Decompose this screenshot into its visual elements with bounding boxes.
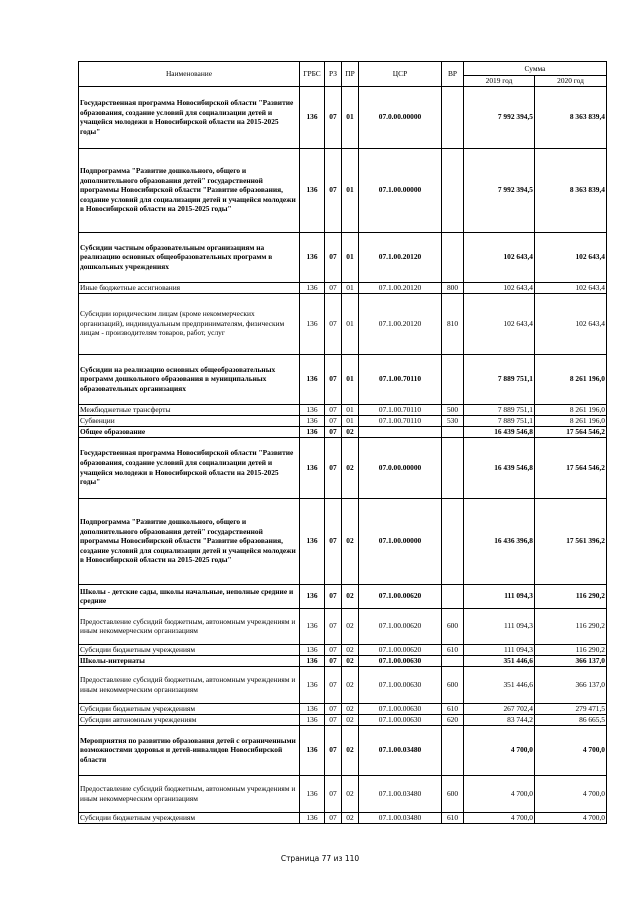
amount-2020-cell: 102 643,4 — [535, 282, 607, 293]
grbs-cell: 136 — [300, 232, 325, 282]
amount-2020-cell: 8 363 839,4 — [535, 86, 607, 148]
grbs-cell: 136 — [300, 404, 325, 415]
table-row — [79, 404, 607, 415]
amount-2020-cell: 8 363 839,4 — [535, 148, 607, 232]
csr-cell: 07.1.00.00630 — [359, 703, 442, 714]
table-row — [79, 725, 607, 775]
amount-2020-cell: 8 261 196,0 — [535, 354, 607, 404]
rz-cell: 07 — [325, 415, 342, 426]
vr-cell: 600 — [442, 608, 464, 644]
csr-cell: 07.1.00.00630 — [359, 666, 442, 703]
amount-2020-cell: 116 290,2 — [535, 644, 607, 655]
row-name-cell: Мероприятия по развитию образования детей с ограниченными возможностями здоровья и детей-инвалидов Новосибирской области — [79, 725, 300, 775]
grbs-cell: 136 — [300, 644, 325, 655]
table-row — [79, 426, 607, 437]
rz-cell: 07 — [325, 148, 342, 232]
csr-cell: 07.1.00.03480 — [359, 812, 442, 823]
amount-2020-cell: 116 290,2 — [535, 608, 607, 644]
vr-cell: 610 — [442, 812, 464, 823]
row-name-cell: Подпрограмма "Развитие дошкольного, общего и дополнительного образования детей" государственной программы Новосибирской области "Развитие образования, создание условий для социализации детей и учащейся молодежи в Новосибирской области на 2015-2025 годы" — [79, 498, 300, 584]
table-row — [79, 584, 607, 608]
header-year-2019: 2019 год — [464, 76, 535, 87]
row-name-cell: Субсидии бюджетным учреждениям — [79, 644, 300, 655]
grbs-cell: 136 — [300, 725, 325, 775]
budget-table — [78, 61, 607, 824]
rz-cell: 07 — [325, 426, 342, 437]
pr-cell: 01 — [342, 282, 359, 293]
csr-cell: 07.1.00.70110 — [359, 415, 442, 426]
pr-cell: 01 — [342, 404, 359, 415]
amount-2020-cell: 8 261 196,0 — [535, 404, 607, 415]
row-name-cell: Субсидии на реализацию основных общеобразовательных программ дошкольного образования в муниципальных образовательных организациях — [79, 354, 300, 404]
table-row — [79, 644, 607, 655]
table-row — [79, 775, 607, 812]
row-name-cell: Школы-интернаты — [79, 655, 300, 666]
amount-2019-cell: 4 700,0 — [464, 725, 535, 775]
rz-cell: 07 — [325, 812, 342, 823]
vr-cell: 500 — [442, 404, 464, 415]
header-rz: РЗ — [325, 62, 342, 87]
amount-2019-cell: 102 643,4 — [464, 232, 535, 282]
grbs-cell: 136 — [300, 498, 325, 584]
csr-cell: 07.1.00.20120 — [359, 282, 442, 293]
rz-cell: 07 — [325, 282, 342, 293]
table-row — [79, 232, 607, 282]
pr-cell: 02 — [342, 703, 359, 714]
pr-cell: 02 — [342, 584, 359, 608]
grbs-cell: 136 — [300, 293, 325, 354]
amount-2019-cell: 83 744,2 — [464, 714, 535, 725]
vr-cell — [442, 498, 464, 584]
grbs-cell: 136 — [300, 437, 325, 498]
pr-cell: 01 — [342, 354, 359, 404]
amount-2019-cell: 16 439 546,8 — [464, 437, 535, 498]
rz-cell: 07 — [325, 666, 342, 703]
csr-cell: 07.1.00.70110 — [359, 354, 442, 404]
row-name-cell: Субсидии юридическим лицам (кроме некоммерческих организаций), индивидуальным предпринимателям, физическим лицам - производителям товаров, работ, услуг — [79, 293, 300, 354]
csr-cell: 07.0.00.00000 — [359, 86, 442, 148]
table-row — [79, 282, 607, 293]
amount-2020-cell: 4 700,0 — [535, 725, 607, 775]
pr-cell: 02 — [342, 426, 359, 437]
row-name-cell: Субсидии частным образовательным организациям на реализацию основных общеобразовательных программ в дошкольных учреждениях — [79, 232, 300, 282]
rz-cell: 07 — [325, 293, 342, 354]
grbs-cell: 136 — [300, 812, 325, 823]
vr-cell — [442, 584, 464, 608]
rz-cell: 07 — [325, 775, 342, 812]
table-row — [79, 354, 607, 404]
pr-cell: 01 — [342, 148, 359, 232]
amount-2020-cell: 4 700,0 — [535, 775, 607, 812]
amount-2020-cell: 17 564 546,2 — [535, 426, 607, 437]
rz-cell: 07 — [325, 644, 342, 655]
csr-cell — [359, 426, 442, 437]
grbs-cell: 136 — [300, 703, 325, 714]
row-name-cell: Подпрограмма "Развитие дошкольного, общего и дополнительного образования детей" государственной программы Новосибирской области "Развитие образования, создание условий для социализации детей и учащейся молодежи в Новосибирской области на 2015-2025 годы" — [79, 148, 300, 232]
table-body — [79, 86, 607, 823]
header-row — [79, 62, 607, 76]
csr-cell: 07.1.00.20120 — [359, 293, 442, 354]
rz-cell: 07 — [325, 354, 342, 404]
grbs-cell: 136 — [300, 426, 325, 437]
pr-cell: 02 — [342, 644, 359, 655]
rz-cell: 07 — [325, 703, 342, 714]
grbs-cell: 136 — [300, 608, 325, 644]
rz-cell: 07 — [325, 655, 342, 666]
header-sum: Сумма — [464, 62, 607, 76]
row-name-cell: Предоставление субсидий бюджетным, автономным учреждениям и иным некоммерческим организациям — [79, 608, 300, 644]
csr-cell: 07.1.00.00630 — [359, 655, 442, 666]
csr-cell: 07.1.00.00620 — [359, 584, 442, 608]
rz-cell: 07 — [325, 608, 342, 644]
vr-cell — [442, 655, 464, 666]
grbs-cell: 136 — [300, 148, 325, 232]
csr-cell: 07.1.00.00630 — [359, 714, 442, 725]
csr-cell: 07.0.00.00000 — [359, 437, 442, 498]
amount-2019-cell: 7 992 394,5 — [464, 86, 535, 148]
rz-cell: 07 — [325, 714, 342, 725]
pr-cell: 02 — [342, 775, 359, 812]
row-name-cell: Субсидии бюджетным учреждениям — [79, 703, 300, 714]
pr-cell: 02 — [342, 437, 359, 498]
grbs-cell: 136 — [300, 775, 325, 812]
grbs-cell: 136 — [300, 714, 325, 725]
header-grbs: ГРБС — [300, 62, 325, 87]
row-name-cell: Школы - детские сады, школы начальные, неполные средние и средние — [79, 584, 300, 608]
amount-2019-cell: 351 446,6 — [464, 655, 535, 666]
amount-2019-cell: 4 700,0 — [464, 775, 535, 812]
amount-2019-cell: 7 992 394,5 — [464, 148, 535, 232]
table-row — [79, 437, 607, 498]
table-row — [79, 714, 607, 725]
vr-cell: 610 — [442, 703, 464, 714]
amount-2020-cell: 86 665,5 — [535, 714, 607, 725]
pr-cell: 02 — [342, 666, 359, 703]
vr-cell: 810 — [442, 293, 464, 354]
csr-cell: 07.1.00.00000 — [359, 498, 442, 584]
rz-cell: 07 — [325, 725, 342, 775]
pr-cell: 01 — [342, 232, 359, 282]
rz-cell: 07 — [325, 232, 342, 282]
pr-cell: 01 — [342, 86, 359, 148]
grbs-cell: 136 — [300, 86, 325, 148]
csr-cell: 07.1.00.00620 — [359, 644, 442, 655]
rz-cell: 07 — [325, 437, 342, 498]
grbs-cell: 136 — [300, 282, 325, 293]
vr-cell: 800 — [442, 282, 464, 293]
pr-cell: 02 — [342, 608, 359, 644]
amount-2019-cell: 111 094,3 — [464, 584, 535, 608]
amount-2019-cell: 111 094,3 — [464, 644, 535, 655]
amount-2019-cell: 7 889 751,1 — [464, 404, 535, 415]
amount-2020-cell: 366 137,0 — [535, 655, 607, 666]
amount-2020-cell: 17 561 396,2 — [535, 498, 607, 584]
table-row — [79, 666, 607, 703]
amount-2020-cell: 8 261 196,0 — [535, 415, 607, 426]
pr-cell: 02 — [342, 812, 359, 823]
pr-cell: 01 — [342, 415, 359, 426]
pr-cell: 02 — [342, 655, 359, 666]
grbs-cell: 136 — [300, 666, 325, 703]
amount-2019-cell: 351 446,6 — [464, 666, 535, 703]
amount-2019-cell: 267 702,4 — [464, 703, 535, 714]
table-row — [79, 415, 607, 426]
pr-cell: 02 — [342, 714, 359, 725]
vr-cell: 610 — [442, 644, 464, 655]
amount-2019-cell: 4 700,0 — [464, 812, 535, 823]
row-name-cell: Субвенции — [79, 415, 300, 426]
vr-cell: 530 — [442, 415, 464, 426]
amount-2019-cell: 111 094,3 — [464, 608, 535, 644]
table-row — [79, 86, 607, 148]
table-row — [79, 293, 607, 354]
csr-cell: 07.1.00.03480 — [359, 775, 442, 812]
amount-2020-cell: 366 137,0 — [535, 666, 607, 703]
vr-cell — [442, 725, 464, 775]
vr-cell — [442, 232, 464, 282]
pr-cell: 02 — [342, 725, 359, 775]
header-csr: ЦСР — [359, 62, 442, 87]
rz-cell: 07 — [325, 404, 342, 415]
amount-2020-cell: 4 700,0 — [535, 812, 607, 823]
vr-cell — [442, 354, 464, 404]
csr-cell: 07.1.00.03480 — [359, 725, 442, 775]
table-row — [79, 498, 607, 584]
amount-2020-cell: 102 643,4 — [535, 232, 607, 282]
amount-2019-cell: 7 889 751,1 — [464, 415, 535, 426]
table-row — [79, 655, 607, 666]
amount-2020-cell: 102 643,4 — [535, 293, 607, 354]
grbs-cell: 136 — [300, 655, 325, 666]
header-vr: ВР — [442, 62, 464, 87]
csr-cell: 07.1.00.00620 — [359, 608, 442, 644]
row-name-cell: Государственная программа Новосибирской области "Развитие образования, создание условий для социализации детей и учащейся молодежи в Новосибирской области на 2015-2025 годы" — [79, 437, 300, 498]
vr-cell: 600 — [442, 666, 464, 703]
amount-2020-cell: 116 290,2 — [535, 584, 607, 608]
vr-cell: 600 — [442, 775, 464, 812]
csr-cell: 07.1.00.00000 — [359, 148, 442, 232]
amount-2020-cell: 17 564 546,2 — [535, 437, 607, 498]
pr-cell: 01 — [342, 293, 359, 354]
page-number: Страница 77 из 110 — [280, 854, 360, 863]
grbs-cell: 136 — [300, 354, 325, 404]
amount-2019-cell: 102 643,4 — [464, 282, 535, 293]
row-name-cell: Предоставление субсидий бюджетным, автономным учреждениям и иным некоммерческим организациям — [79, 775, 300, 812]
vr-cell — [442, 426, 464, 437]
table-row — [79, 148, 607, 232]
header-year-2020: 2020 год — [535, 76, 607, 87]
amount-2019-cell: 16 436 396,8 — [464, 498, 535, 584]
amount-2019-cell: 16 439 546,8 — [464, 426, 535, 437]
vr-cell — [442, 437, 464, 498]
csr-cell: 07.1.00.70110 — [359, 404, 442, 415]
row-name-cell: Предоставление субсидий бюджетным, автономным учреждениям и иным некоммерческим организациям — [79, 666, 300, 703]
rz-cell: 07 — [325, 584, 342, 608]
header-name: Наименование — [79, 62, 300, 87]
grbs-cell: 136 — [300, 584, 325, 608]
row-name-cell: Общее образование — [79, 426, 300, 437]
rz-cell: 07 — [325, 86, 342, 148]
row-name-cell: Субсидии автономным учреждениям — [79, 714, 300, 725]
csr-cell: 07.1.00.20120 — [359, 232, 442, 282]
row-name-cell: Межбюджетные трансферты — [79, 404, 300, 415]
row-name-cell: Государственная программа Новосибирской области "Развитие образования, создание условий для социализации детей и учащейся молодежи в Новосибирской области на 2015-2025 годы" — [79, 86, 300, 148]
amount-2019-cell: 7 889 751,1 — [464, 354, 535, 404]
header-pr: ПР — [342, 62, 359, 87]
vr-cell: 620 — [442, 714, 464, 725]
amount-2019-cell: 102 643,4 — [464, 293, 535, 354]
row-name-cell: Иные бюджетные ассигнования — [79, 282, 300, 293]
rz-cell: 07 — [325, 498, 342, 584]
grbs-cell: 136 — [300, 415, 325, 426]
table-row — [79, 608, 607, 644]
row-name-cell: Субсидии бюджетным учреждениям — [79, 812, 300, 823]
vr-cell — [442, 86, 464, 148]
vr-cell — [442, 148, 464, 232]
pr-cell: 02 — [342, 498, 359, 584]
table-row — [79, 703, 607, 714]
table-row — [79, 812, 607, 823]
amount-2020-cell: 279 471,5 — [535, 703, 607, 714]
